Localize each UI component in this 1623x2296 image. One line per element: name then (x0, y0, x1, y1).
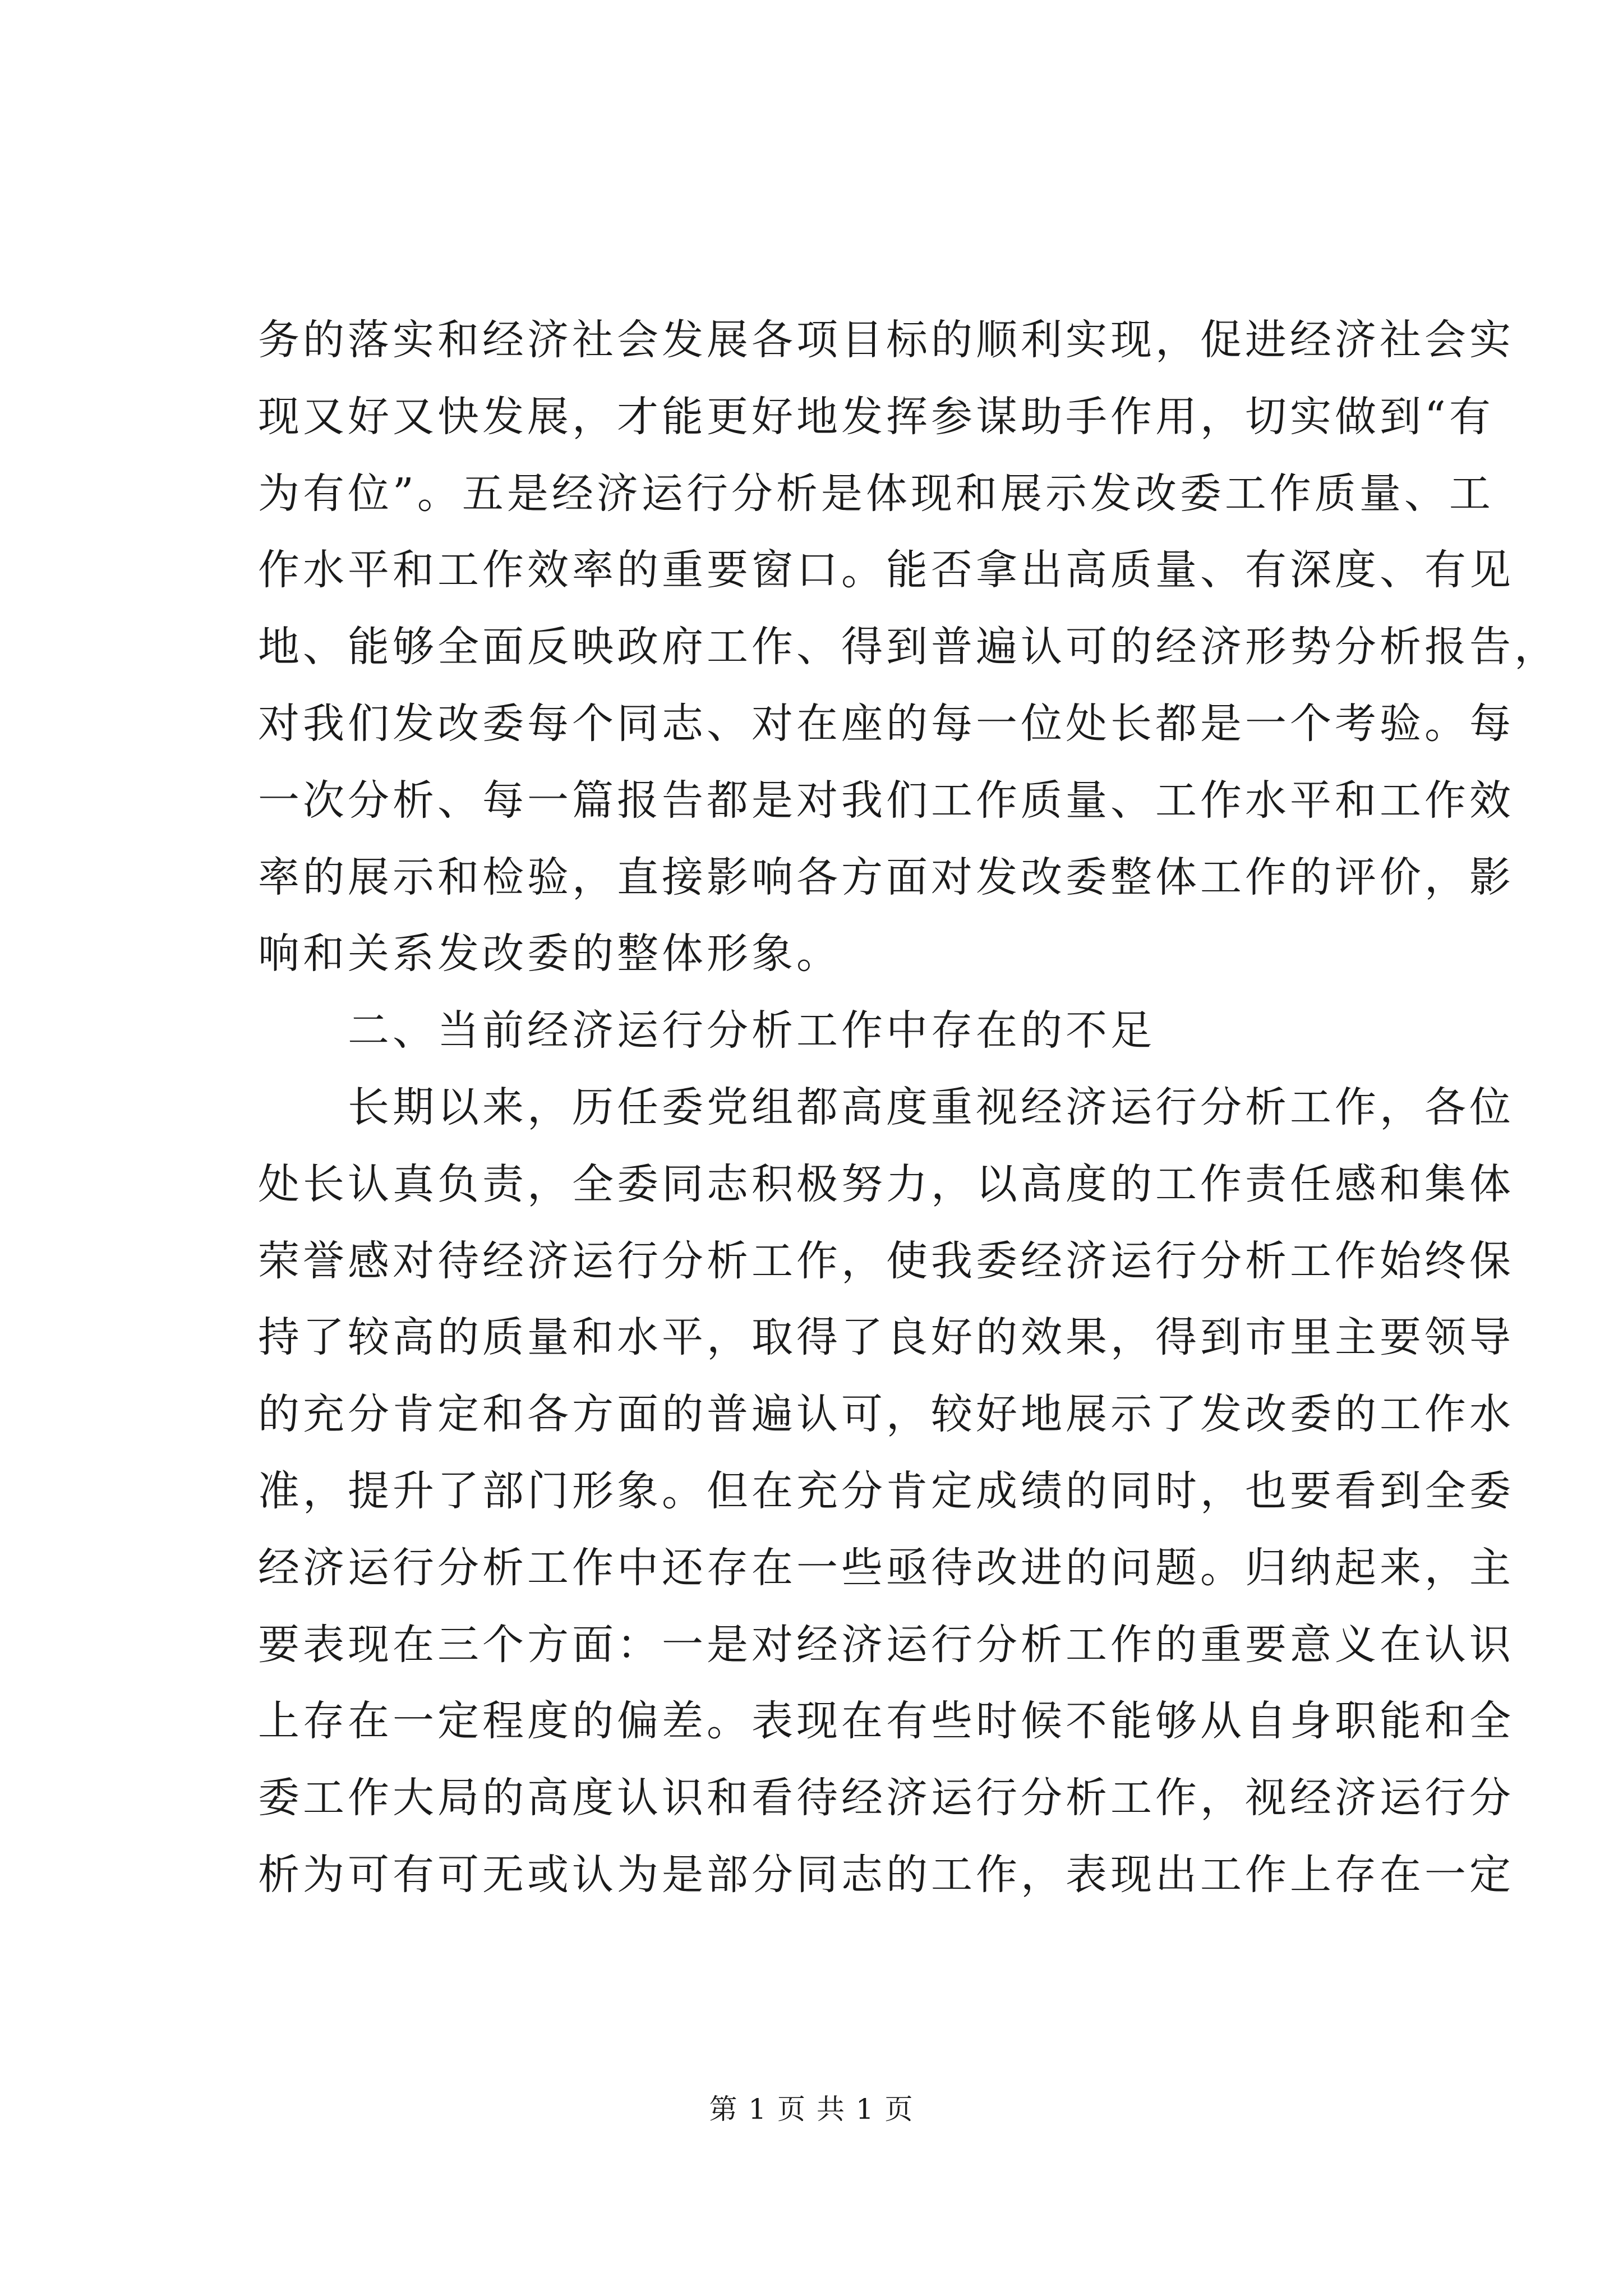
text-line: 现又好又快发展，才能更好地发挥参谋助手作用，切实做到“有 (258, 392, 1494, 441)
text-line: 荣誉感对待经济运行分析工作，使我委经济运行分析工作始终保 (258, 1236, 1514, 1285)
text-line: 处长认真负责，全委同志积极努力，以高度的工作责任感和集体 (258, 1159, 1514, 1208)
text-line: 响和关系发改委的整体形象。 (258, 930, 841, 978)
text-line: 长期以来，历任委党组都高度重视经济运行分析工作，各位 (348, 1083, 1514, 1131)
text-line: 持了较高的质量和水平，取得了良好的效果，得到市里主要领导 (258, 1313, 1514, 1362)
text-line: 作水平和工作效率的重要窗口。能否拿出高质量、有深度、有见 (258, 546, 1514, 595)
document-body (258, 302, 1559, 1913)
text-line: 地、能够全面反映政府工作、得到普遍认可的经济形势分析报告， (258, 623, 1559, 671)
text-line: 一次分析、每一篇报告都是对我们工作质量、工作水平和工作效 (258, 776, 1514, 825)
page-footer (0, 2087, 1623, 2127)
paragraph (258, 1069, 1514, 1913)
text-line: 上存在一定程度的偏差。表现在有些时候不能够从自身职能和全 (258, 1697, 1514, 1746)
text-line: 析为可有可无或认为是部分同志的工作，表现出工作上存在一定 (258, 1850, 1514, 1899)
text-line: 委工作大局的高度认识和看待经济运行分析工作，视经济运行分 (258, 1774, 1514, 1823)
text-line: 为有位”。五是经济运行分析是体现和展示发改委工作质量、工 (258, 469, 1494, 518)
section-heading-text: 二、当前经济运行分析工作中存在的不足 (348, 1006, 1155, 1055)
text-line: 务的落实和经济社会发展各项目标的顺利实现，促进经济社会实 (258, 316, 1514, 364)
text-line: 对我们发改委每个同志、对在座的每一位处长都是一个考验。每 (258, 699, 1514, 748)
section-heading (258, 992, 1424, 1069)
page-number: 第 1 页 共 1 页 (709, 2093, 914, 2125)
text-line: 经济运行分析工作中还存在一些亟待改进的问题。归纳起来，主 (258, 1543, 1514, 1592)
text-line: 要表现在三个方面：一是对经济运行分析工作的重要意义在认识 (258, 1620, 1514, 1669)
paragraph-continued (258, 302, 1559, 992)
text-line: 率的展示和检验，直接影响各方面对发改委整体工作的评价，影 (258, 853, 1514, 901)
text-line: 的充分肯定和各方面的普遍认可，较好地展示了发改委的工作水 (258, 1390, 1514, 1439)
text-line: 准，提升了部门形象。但在充分肯定成绩的同时，也要看到全委 (258, 1466, 1514, 1515)
